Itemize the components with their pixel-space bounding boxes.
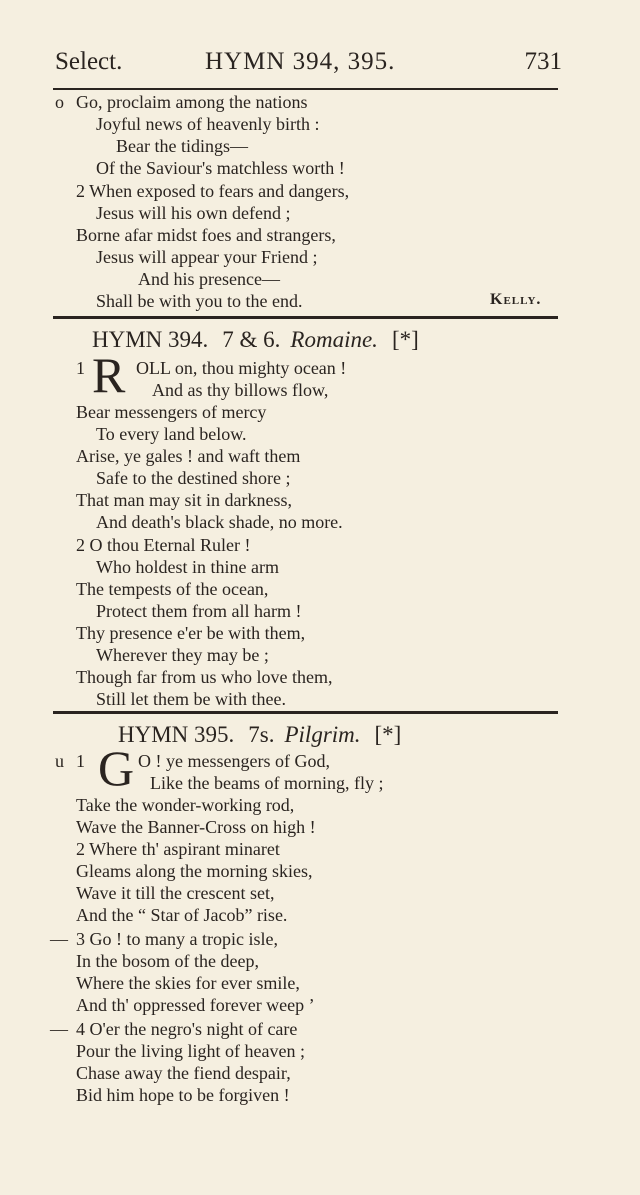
hymn-meter: 7s. <box>248 722 275 747</box>
hymn-number: HYMN 394. <box>92 327 209 352</box>
verse-line: Bid him hope to be forgiven ! <box>76 1085 290 1105</box>
verse-line: Take the wonder-working rod, <box>76 795 295 815</box>
hymn-395-heading <box>118 722 401 748</box>
verse-line: The tempests of the ocean, <box>76 579 269 599</box>
verse-line: Though far from us who love them, <box>76 667 333 687</box>
hymn-394-heading <box>92 327 419 353</box>
verse-line: Arise, ye gales ! and waft them <box>76 446 301 466</box>
verse-line: 2 When exposed to fears and dangers, <box>76 181 350 201</box>
verse-line: Thy presence e'er be with them, <box>76 623 306 643</box>
verse-line: Jesus will his own defend ; <box>96 203 291 223</box>
verse-line: 3 Go ! to many a tropic isle, <box>76 929 278 949</box>
verse-line: That man may sit in darkness, <box>76 490 292 510</box>
hymn-meter: 7 & 6. <box>222 327 281 352</box>
hymn-star-marker: [*] <box>391 327 419 352</box>
verse-line: And as thy billows flow, <box>152 380 329 400</box>
verse-line: 2 Where th' aspirant minaret <box>76 839 280 859</box>
verse-line: And death's black shade, no more. <box>96 512 343 532</box>
verse-line: Gleams along the morning skies, <box>76 861 313 881</box>
running-head-title: HYMN 394, 395. <box>205 48 396 75</box>
verse-line: Who holdest in thine arm <box>96 557 279 577</box>
verse-line: And the “ Star of Jacob” rise. <box>76 905 288 925</box>
drop-cap: G <box>98 740 135 796</box>
verse-line: Of the Saviour's matchless worth ! <box>96 158 345 178</box>
hymn-number: HYMN 395. <box>118 722 235 747</box>
verse-line: Go, proclaim among the nations <box>76 92 308 112</box>
hymn-tune: Romaine. <box>290 327 378 352</box>
verse-line: Wave it till the crescent set, <box>76 883 275 903</box>
verse-line: OLL on, thou mighty ocean ! <box>136 358 347 378</box>
verse-line: 4 O'er the negro's night of care <box>76 1019 298 1039</box>
verse-line: And th' oppressed forever weep ’ <box>76 995 315 1015</box>
verse-line: Wave the Banner-Cross on high ! <box>76 817 316 837</box>
verse-line: Shall be with you to the end. <box>96 291 303 311</box>
verse-line: Borne afar midst foes and strangers, <box>76 225 336 245</box>
head-rule <box>53 88 558 90</box>
verse-number: 1 <box>76 358 85 378</box>
hymn-star-marker: [*] <box>374 722 402 747</box>
verse-number: 1 <box>76 751 85 771</box>
section-label: Select. <box>55 48 123 75</box>
verse-line: To every land below. <box>96 424 247 444</box>
verse-line: Jesus will appear your Friend ; <box>96 247 318 267</box>
section-rule <box>53 316 558 319</box>
verse-line: Safe to the destined shore ; <box>96 468 291 488</box>
dynamic-mark: o <box>55 92 64 112</box>
verse-line: Where the skies for ever smile, <box>76 973 300 993</box>
verse-line: Wherever they may be ; <box>96 645 269 665</box>
verse-line: Like the beams of morning, fly ; <box>150 773 384 793</box>
drop-cap: R <box>92 347 126 403</box>
verse-line: Still let them be with thee. <box>96 689 286 709</box>
section-rule <box>53 711 558 714</box>
verse-line: Chase away the fiend despair, <box>76 1063 291 1083</box>
verse-line: Pour the living light of heaven ; <box>76 1041 305 1061</box>
dash-mark: — <box>50 1019 68 1039</box>
hymn-tune: Pilgrim. <box>284 722 361 747</box>
verse-line: And his presence— <box>138 269 280 289</box>
verse-line: 2 O thou Eternal Ruler ! <box>76 535 251 555</box>
dash-mark: — <box>50 929 68 949</box>
verse-line: O ! ye messengers of God, <box>138 751 330 771</box>
author-kelly: Kelly. <box>490 291 542 308</box>
verse-line: In the bosom of the deep, <box>76 951 259 971</box>
running-head <box>55 48 560 82</box>
verse-line: Bear messengers of mercy <box>76 402 267 422</box>
page-number: 731 <box>524 48 562 75</box>
verse-line: Joyful news of heavenly birth : <box>96 114 320 134</box>
verse-line: Protect them from all harm ! <box>96 601 302 621</box>
verse-line: Bear the tidings— <box>116 136 248 156</box>
dynamic-mark: u <box>55 751 64 771</box>
